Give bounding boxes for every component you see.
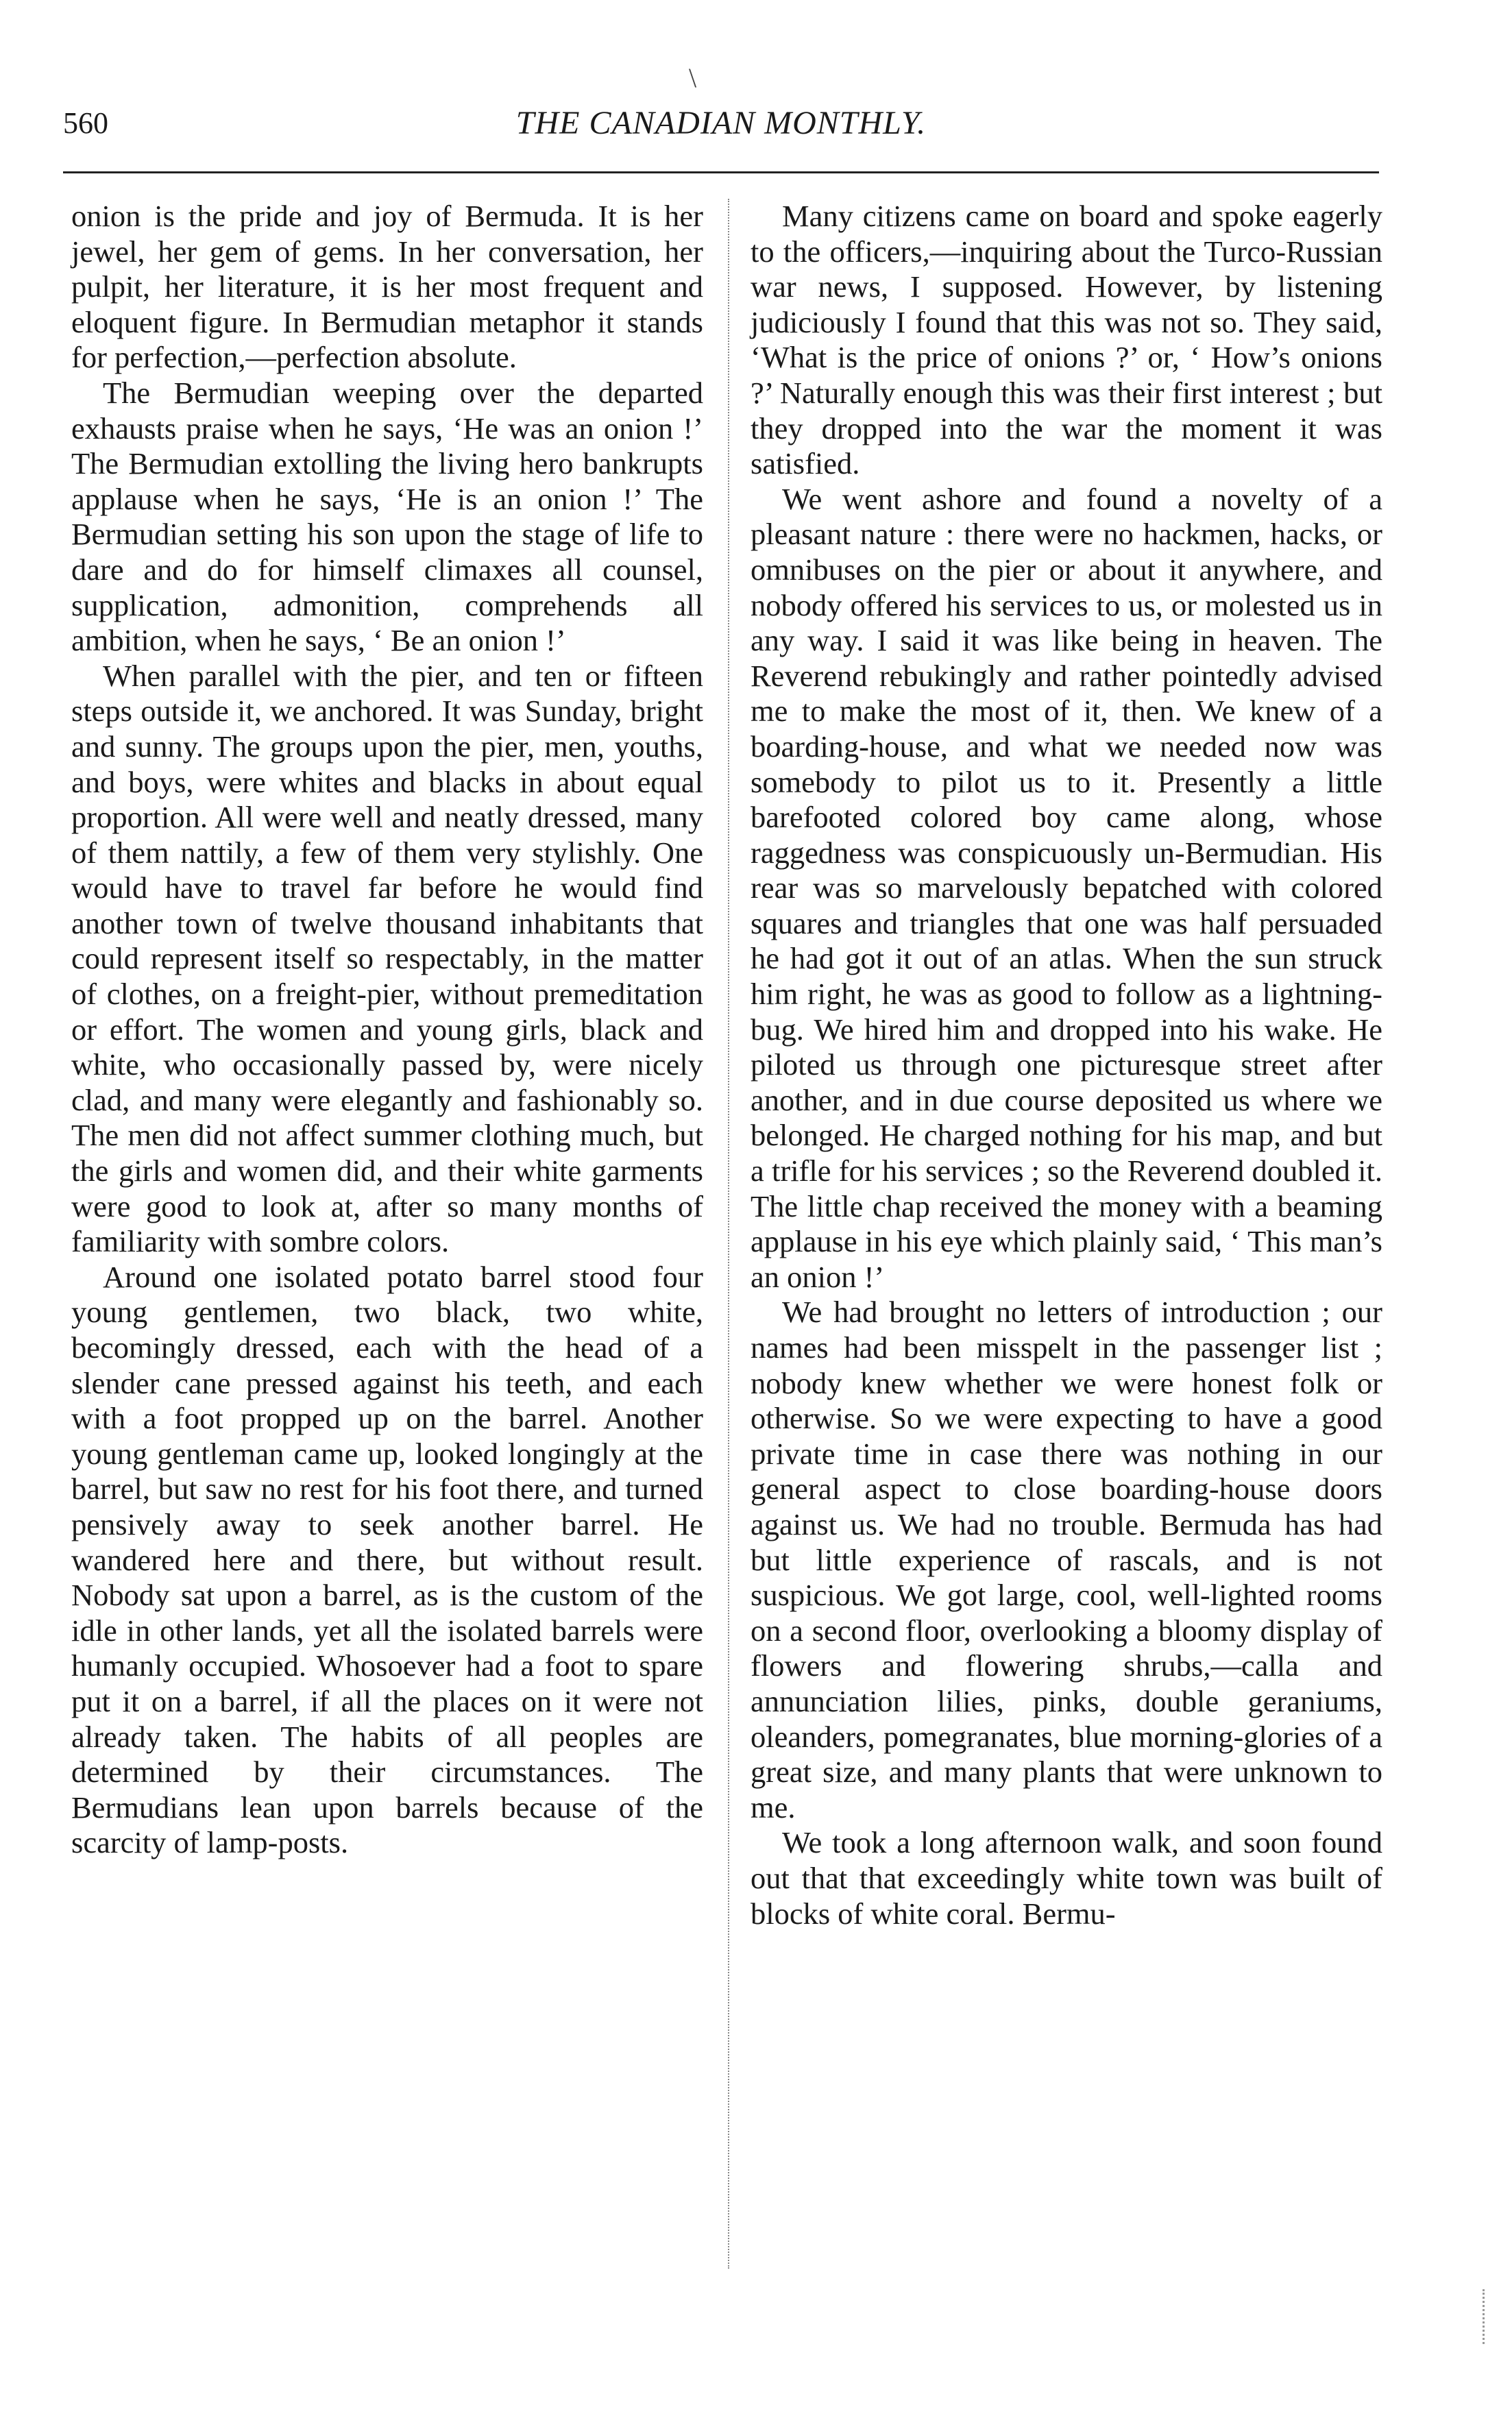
paragraph: The Bermudian weeping over the departed exhausts praise when he says, ‘He was an onion !’ The Bermudian extolling the living hero bankrupts applause when he says, ‘He is an onion !’ The Bermudian setting his son upon the stage of life to dare and do for himself climaxes all counsel, supplication, admonition, comprehends all ambition, when he says, ‘ Be an onion !’ [71, 375, 703, 658]
paragraph: onion is the pride and joy of Bermuda. It is her jewel, her gem of gems. In her conversation, her pulpit, her literature, it is her most frequent and eloquent figure. In Bermudian metaphor it stands for perfection,—perfection absolute. [71, 199, 703, 375]
running-title: THE CANADIAN MONTHLY. [515, 105, 927, 141]
column-divider [728, 199, 729, 2269]
paragraph: We had brought no letters of introduction ; our names had been misspelt in the passenger list ; nobody knew whether we were honest folk or otherwise. So we were expecting to have a good private time in case there was nothing in our general aspect to close boarding-house doors against us. We had no trouble. Bermuda has had but little experience of rascals, and is not suspicious. We got large, cool, well-lighted rooms on a second floor, overlooking a bloomy display of flowers and flowering shrubs,—calla and annunciation lilies, pinks, double geraniums, oleanders, pomegranates, blue morning-glories of a great size, and many plants that were unknown to me. [751, 1295, 1382, 1825]
right-column [751, 199, 1382, 1931]
left-column [71, 199, 703, 1861]
paragraph: Around one isolated potato barrel stood four young gentlemen, two black, two white, becomingly dressed, each with the head of a slender cane pressed against his teeth, and each with a foot propped up on the barrel. Another young gentleman came up, looked longingly at the barrel, but saw no rest for his foot there, and turned pensively away to seek another barrel. He wandered here and there, but without result. Nobody sat upon a barrel, as is the custom of the idle in other lands, yet all the isolated barrels were humanly occupied. Whosoever had a foot to spare put it on a barrel, if all the places on it were not already taken. The habits of all peoples are determined by their circumstances. The Bermudians lean upon barrels because of the scarcity of lamp-posts. [71, 1259, 703, 1860]
header-rule [63, 171, 1379, 173]
page-number: 560 [63, 106, 108, 140]
page-header [63, 103, 1379, 158]
paragraph: Many citizens came on board and spoke eagerly to the officers,—inquiring about the Turco-Russian war news, I supposed. However, by listening judiciously I found that this was not so. They said, ‘What is the price of onions ?’ or, ‘ How’s onions ?’ Naturally enough this was their first interest ; but they dropped into the war the moment it was satisfied. [751, 199, 1382, 481]
top-margin-mark: \ [689, 62, 697, 93]
paragraph: We went ashore and found a novelty of a pleasant nature : there were no hackmen, hacks, or omnibuses on the pier or about it anywhere, and nobody offered his services to us, or molested us in any way. I said it was like being in heaven. The Reverend rebukingly and rather pointedly advised me to make the most of it, then. We knew of a boarding-house, and what we needed now was somebody to pilot us to it. Presently a little barefooted colored boy came along, whose raggedness was conspicuously un-Bermudian. His rear was so marvelously bepatched with colored squares and triangles that one was half persuaded he had got it out of an atlas. When the sun struck him right, he was as good to follow as a lightning-bug. We hired him and dropped into his wake. He piloted us through one picturesque street after another, and in due course deposited us where we belonged. He charged nothing for his map, and but a trifle for his services ; so the Reverend doubled it. The little chap received the money with a beaming applause in his eye which plainly said, ‘ This man’s an onion !’ [751, 481, 1382, 1294]
paragraph: When parallel with the pier, and ten or fifteen steps outside it, we anchored. It was Sunday, bright and sunny. The groups upon the pier, men, youths, and boys, were whites and blacks in about equal proportion. All were well and neatly dressed, many of them nattily, a few of them very stylishly. One would have to travel far before he would find another town of twelve thousand inhabitants that could represent itself so respectably, in the matter of clothes, on a freight-pier, without premeditation or effort. The women and young girls, black and white, who occasionally passed by, were nicely clad, and many were elegantly and fashionably so. The men did not affect summer clothing much, but the girls and women did, and their white garments were good to look at, after so many months of familiarity with sombre colors. [71, 658, 703, 1259]
paragraph: We took a long afternoon walk, and soon found out that that exceedingly white town was built of blocks of white coral. Bermu- [751, 1825, 1382, 1931]
margin-marks [1483, 2289, 1491, 2344]
